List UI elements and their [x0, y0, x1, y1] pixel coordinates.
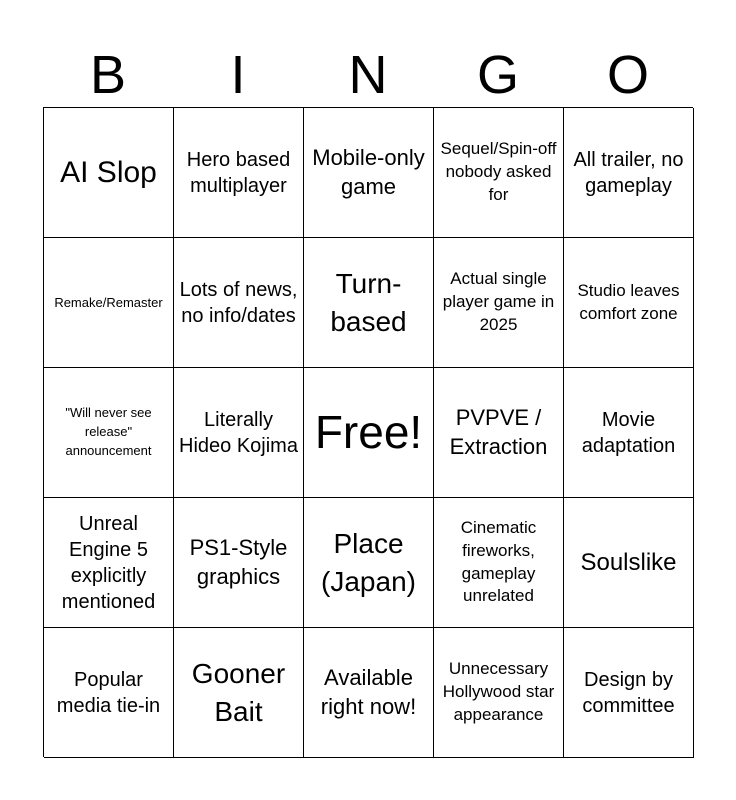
bingo-cell-r3c1[interactable] [44, 368, 174, 498]
header-letter-i: I [230, 45, 246, 105]
cell-text: "Will never see release" announcement [65, 405, 152, 458]
cell-text: PS1-Style graphics [189, 534, 288, 589]
bingo-cell-r1c2[interactable] [174, 108, 304, 238]
bingo-cell-r4c4[interactable] [434, 498, 564, 628]
bingo-cell-r4c2[interactable] [174, 498, 304, 628]
bingo-cell-r3c5[interactable] [564, 368, 694, 498]
bingo-cell-r1c1[interactable] [44, 108, 174, 238]
bingo-cell-r5c2[interactable] [174, 628, 304, 758]
cell-text: Literally Hideo Kojima [179, 408, 298, 457]
cell-text: Unreal Engine 5 explicitly mentioned [61, 512, 156, 613]
cell-text: Turn-based [330, 267, 407, 337]
header-letter-b: B [89, 45, 127, 105]
cell-text: AI Slop [60, 156, 157, 189]
bingo-cell-r1c3[interactable] [304, 108, 434, 238]
header-letter-g: G [476, 45, 519, 105]
bingo-cell-r5c4[interactable] [434, 628, 564, 758]
bingo-cell-r3c3-free[interactable] [304, 368, 434, 498]
header-letter-n: N [348, 45, 388, 105]
cell-text: Lots of news, no info/dates [179, 278, 298, 327]
bingo-cell-r3c4[interactable] [434, 368, 564, 498]
bingo-cell-r5c3[interactable] [304, 628, 434, 758]
bingo-cell-r2c4[interactable] [434, 238, 564, 368]
bingo-cell-r4c3[interactable] [304, 498, 434, 628]
bingo-cell-r2c2[interactable] [174, 238, 304, 368]
bingo-cell-r1c4[interactable] [434, 108, 564, 238]
cell-text: Studio leaves comfort zone [577, 280, 680, 323]
cell-text: PVPVE / Extraction [449, 404, 548, 459]
cell-text: Design by committee [582, 668, 675, 717]
bingo-cell-r4c1[interactable] [44, 498, 174, 628]
cell-text: Place (Japan) [321, 527, 416, 597]
bingo-cell-r4c5[interactable] [564, 498, 694, 628]
header-letter-o: O [606, 45, 649, 105]
cell-text: Mobile-only game [312, 144, 425, 199]
cell-text: Soulslike [580, 548, 677, 576]
bingo-cell-r5c5[interactable] [564, 628, 694, 758]
cell-text: Available right now! [320, 664, 417, 719]
bingo-cell-r1c5[interactable] [564, 108, 694, 238]
cell-text: Unnecessary Hollywood star appearance [442, 659, 555, 724]
bingo-cell-r2c5[interactable] [564, 238, 694, 368]
bingo-cell-r5c1[interactable] [44, 628, 174, 758]
cell-text: Movie adaptation [581, 408, 676, 457]
cell-text: Sequel/Spin-off nobody asked for [440, 139, 557, 204]
cell-text: Gooner Bait [191, 657, 286, 727]
cell-text: All trailer, no gameplay [573, 148, 684, 197]
cell-text: Popular media tie-in [56, 668, 161, 717]
free-space-text: Free! [314, 406, 423, 459]
cell-text: Remake/Remaster [54, 294, 163, 310]
bingo-header [43, 42, 693, 108]
cell-text: Actual single player game in 2025 [442, 269, 555, 334]
bingo-cell-r3c2[interactable] [174, 368, 304, 498]
bingo-cell-r2c1[interactable] [44, 238, 174, 368]
cell-text: Cinematic fireworks, gameplay unrelated [460, 517, 537, 606]
bingo-board [43, 107, 693, 757]
bingo-cell-r2c3[interactable] [304, 238, 434, 368]
cell-text: Hero based multiplayer [186, 148, 291, 197]
